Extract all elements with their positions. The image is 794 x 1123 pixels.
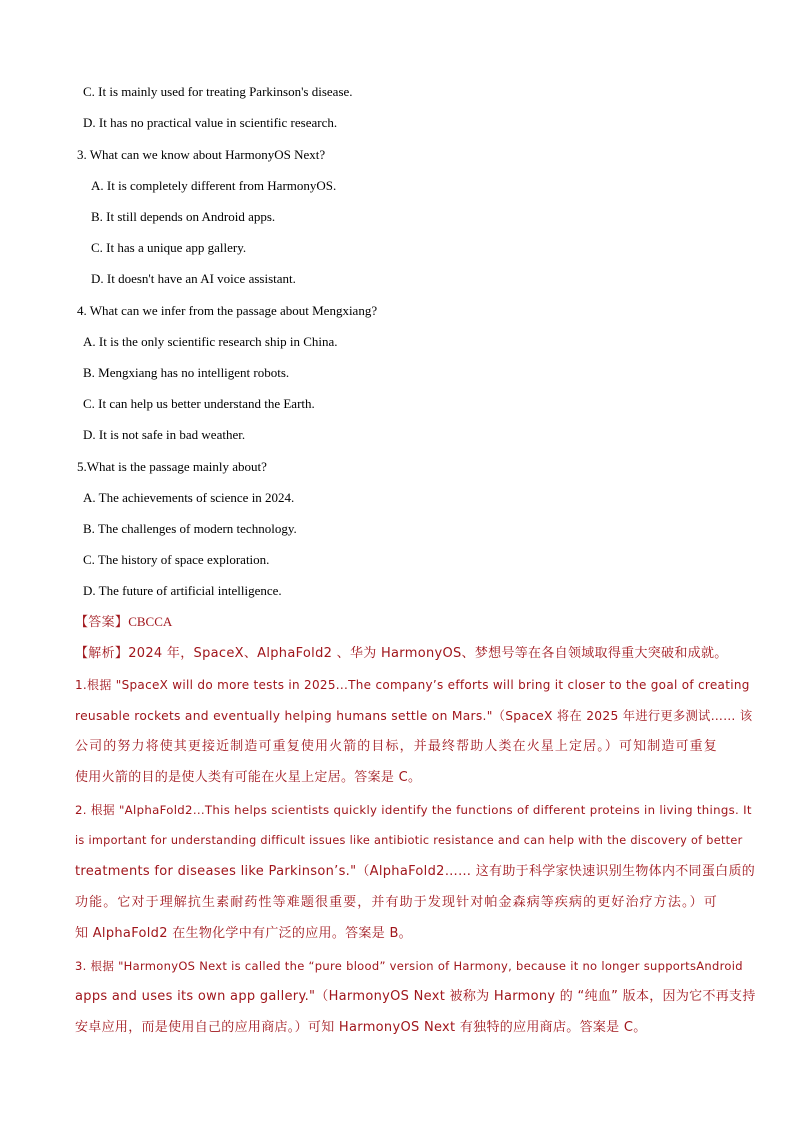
analysis-1-line-3: 公司的努力将使其更接近制造可重复使用火箭的目标，并最终帮助人类在火星上定居。）可知制造可重复 — [75, 739, 717, 754]
q5-option-c: C. The history of space exploration. — [83, 552, 270, 567]
analysis-2-line-3: treatments for diseases like Parkinson’s."（AlphaFold2…… 这有助于科学家快速识别生物体内不同蛋白质的 — [75, 864, 756, 879]
answer-line — [75, 614, 172, 631]
q5-option-d: D. The future of artificial intelligence. — [83, 583, 282, 598]
q5-option-a: A. The achievements of science in 2024. — [83, 490, 295, 505]
analysis-1-line-2: reusable rockets and eventually helping humans settle on Mars."（SpaceX 将在 2025 年进行更多测试…… 该 — [75, 709, 753, 723]
q4-stem: 4. What can we infer from the passage about Mengxiang? — [77, 303, 378, 318]
q4-option-c: C. It can help us better understand the Earth. — [83, 396, 315, 411]
analysis-3-line-2: apps and uses its own app gallery."（HarmonyOS Next 被称为 Harmony 的 “纯血” 版本，因为它不再支持 — [75, 989, 756, 1004]
q3-option-d: D. It doesn't have an AI voice assistant. — [91, 271, 296, 286]
analysis-3-line-3: 安卓应用，而是使用自己的应用商店。）可知 HarmonyOS Next 有独特的应用商店。答案是 C。 — [75, 1020, 647, 1035]
analysis-intro-line — [75, 645, 728, 662]
analysis-label: 【解析】 — [75, 646, 129, 661]
analysis-2-line-2: is important for understanding difficult issues like antibiotic resistance and can help with the discovery of better — [75, 834, 743, 847]
q3-option-b: B. It still depends on Android apps. — [91, 209, 276, 224]
analysis-2-line-1: 2. 根据 "AlphaFold2...This helps scientists quickly identify the functions of different proteins in living things. It — [75, 803, 752, 817]
analysis-1-line-1: 1.根据 "SpaceX will do more tests in 2025...The company’s efforts will bring it closer to the goal of creating — [75, 678, 750, 692]
analysis-intro: 2024 年，SpaceX、AlphaFold2 、华为 HarmonyOS、梦想号等在各自领域取得重大突破和成就。 — [128, 646, 728, 661]
analysis-2-line-5: 知 AlphaFold2 在生物化学中有广泛的应用。答案是 B。 — [75, 926, 412, 941]
q5-option-b: B. The challenges of modern technology. — [83, 521, 297, 536]
answer-value: CBCCA — [128, 614, 173, 629]
q3-stem: 3. What can we know about HarmonyOS Next? — [77, 147, 326, 162]
analysis-1-line-4: 使用火箭的目的是使人类有可能在火星上定居。答案是 C。 — [75, 770, 422, 785]
analysis-2-line-4: 功能。它对于理解抗生素耐药性等难题很重要，并有助于发现针对帕金森病等疾病的更好治疗方法。）可 — [75, 895, 717, 910]
q5-stem: 5.What is the passage mainly about? — [77, 459, 267, 474]
q3-option-c: C. It has a unique app gallery. — [91, 240, 247, 255]
analysis-3-line-1: 3. 根据 "HarmonyOS Next is called the “pure blood” version of Harmony, because it no longer supportsAndroid — [75, 959, 743, 973]
q2-option-c: C. It is mainly used for treating Parkinson's disease. — [83, 84, 353, 99]
answer-label: 【答案】 — [75, 615, 129, 630]
q3-option-a: A. It is completely different from HarmonyOS. — [91, 178, 337, 193]
q4-option-a: A. It is the only scientific research ship in China. — [83, 334, 338, 349]
q4-option-d: D. It is not safe in bad weather. — [83, 427, 246, 442]
q2-option-d: D. It has no practical value in scientific research. — [83, 115, 338, 130]
q4-option-b: B. Mengxiang has no intelligent robots. — [83, 365, 290, 380]
